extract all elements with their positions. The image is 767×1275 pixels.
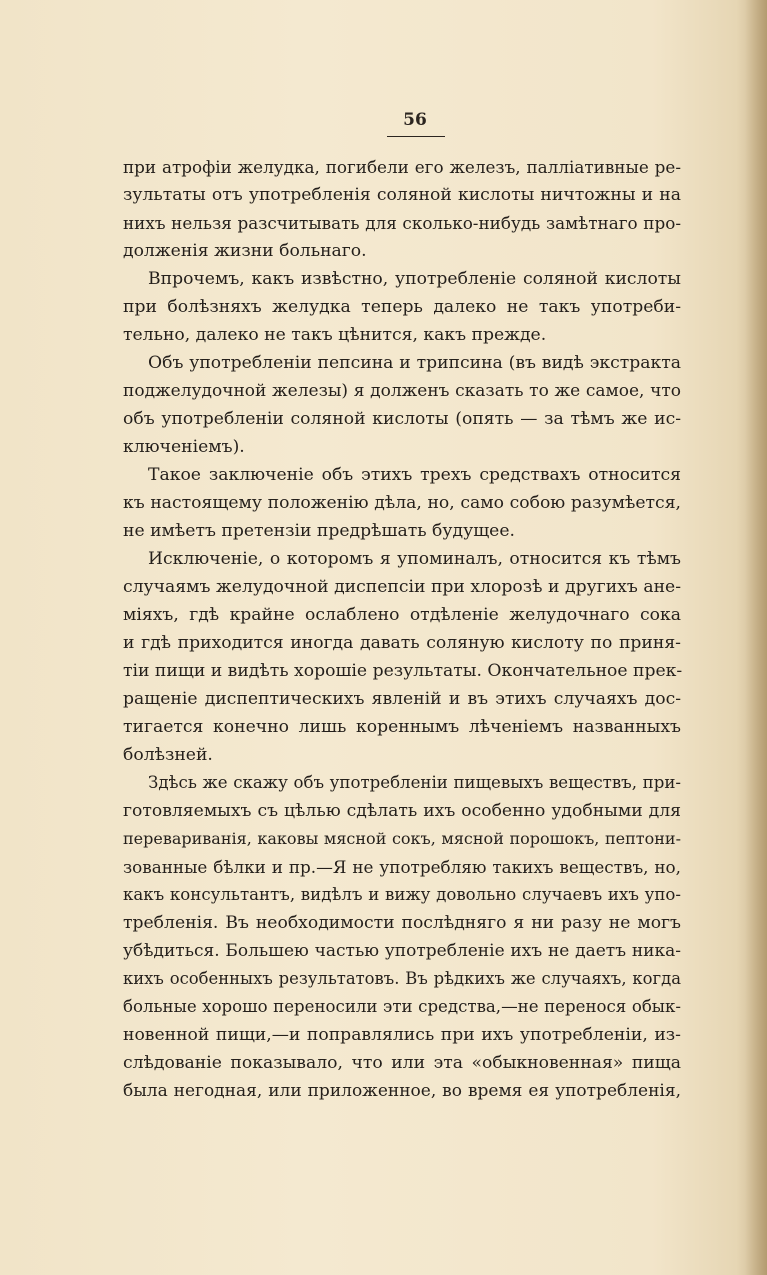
text-line: Впрочемъ, какъ извѣстно, употребленіе соляной кислоты: [148, 269, 681, 289]
text-line: Здѣсь же скажу объ употребленіи пищевыхъ веществъ, при-: [148, 773, 681, 792]
text-line: случаямъ желудочной диспепсіи при хлорозѣ и другихъ ане-: [123, 577, 681, 597]
page-number: 56: [403, 110, 427, 130]
text-line: слѣдованіе показывало, что или эта «обыкновенная» пища: [123, 1053, 681, 1073]
text-line: долженія жизни больнаго.: [123, 241, 367, 261]
text-line: тигается конечно лишь кореннымъ лѣченіемъ названныхъ: [123, 717, 681, 737]
text-line: и гдѣ приходится иногда давать соляную кислоту по приня-: [123, 633, 681, 653]
text-line: кихъ особенныхъ результатовъ. Въ рѣдкихъ же случаяхъ, когда: [123, 969, 681, 988]
text-line: ключеніемъ).: [123, 437, 245, 457]
text-line: тельно, далеко не такъ цѣнится, какъ прежде.: [123, 325, 547, 345]
text-line: объ употребленіи соляной кислоты (опять — за тѣмъ же ис-: [123, 409, 681, 429]
text-line: ращеніе диспептическихъ явленій и въ этихъ случаяхъ дос-: [123, 689, 681, 709]
text-line: готовляемыхъ съ цѣлью сдѣлать ихъ особенно удобными для: [123, 801, 681, 821]
page-edge-shadow: [745, 0, 767, 1275]
text-line: Исключеніе, о которомъ я упоминалъ, относится къ тѣмъ: [148, 549, 681, 569]
text-line: зованные бѣлки и пр.—Я не употребляю такихъ веществъ, но,: [123, 857, 681, 877]
text-line: къ настоящему положенію дѣла, но, само собою разумѣется,: [123, 493, 681, 513]
text-line: зультаты отъ употребленія соляной кислоты ничтожны и на: [123, 185, 681, 205]
text-line: больные хорошо переносили эти средства,—не перенося обык-: [123, 997, 681, 1016]
text-line: тіи пищи и видѣть хорошіе результаты. Окончательное прек-: [123, 661, 683, 681]
text-line: болѣзней.: [123, 745, 213, 765]
text-line: при атрофіи желудка, погибели его железъ, палліативные ре-: [123, 157, 681, 177]
text-line: нихъ нельзя разсчитывать для сколько-нибудь замѣтнаго про-: [123, 213, 681, 233]
text-line: поджелудочной железы) я долженъ сказать то же самое, что: [123, 381, 681, 401]
text-line: перевариванія, каковы мясной сокъ, мясной порошокъ, пептони-: [123, 829, 681, 848]
text-line: Такое заключеніе объ этихъ трехъ средствахъ относится: [148, 465, 681, 485]
text-line: требленія. Въ необходимости послѣдняго я ни разу не могъ: [123, 913, 681, 933]
page-number-rule: [387, 136, 445, 137]
text-line: какъ консультантъ, видѣлъ и вижу довольно случаевъ ихъ упо-: [123, 885, 681, 904]
text-line: міяхъ, гдѣ крайне ослаблено отдѣленіе желудочнаго сока: [123, 605, 681, 625]
text-line: не имѣетъ претензіи предрѣшать будущее.: [123, 521, 515, 541]
text-line: новенной пищи,—и поправлялись при ихъ употребленіи, из-: [123, 1025, 681, 1045]
text-line: при болѣзняхъ желудка теперь далеко не такъ употреби-: [123, 297, 681, 317]
text-line: Объ употребленіи пепсина и трипсина (въ видѣ экстракта: [148, 353, 681, 373]
text-line: была негодная, или приложенное, во время ея употребленія,: [123, 1081, 681, 1101]
text-line: убѣдиться. Большею частью употребленіе ихъ не даетъ ника-: [123, 941, 681, 961]
